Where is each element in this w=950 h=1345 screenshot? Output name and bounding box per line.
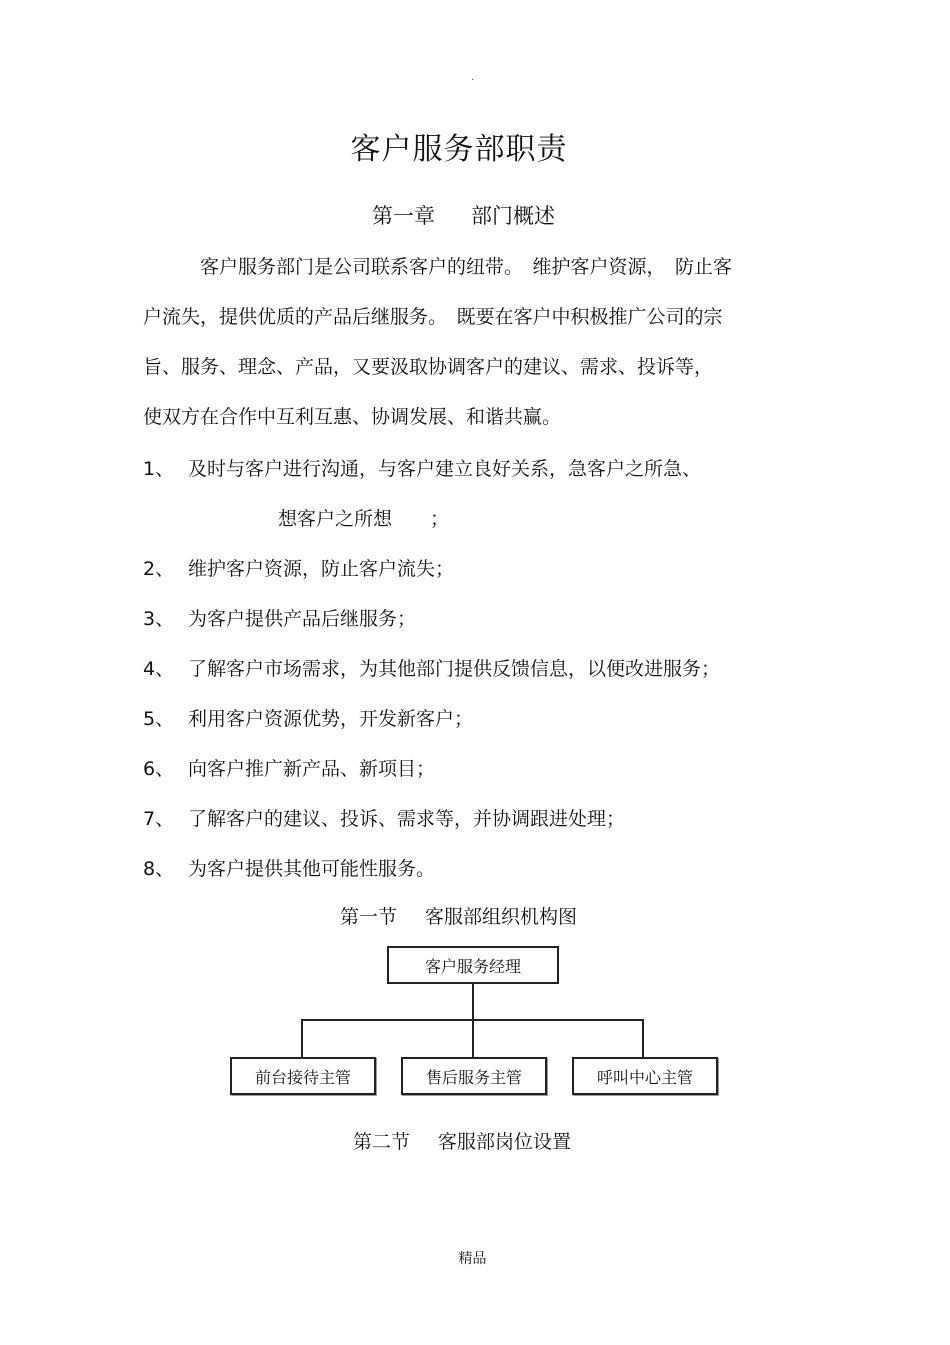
section-heading-1 xyxy=(340,902,577,929)
duty-item-6 xyxy=(143,754,435,784)
duty-number: 6、 xyxy=(143,758,175,780)
duty-text: 向客户推广新产品、新项目； xyxy=(188,758,436,780)
chapter-label: 第一章 xyxy=(372,204,435,228)
intro-line: 旨、服务、理念、产品，又要汲取协调客户的建议、需求、投诉等， xyxy=(143,356,714,378)
org-node-aftersales: 售后服务主管 xyxy=(401,1057,547,1095)
page-footer: 精品 xyxy=(458,1251,487,1267)
section-label: 第二节 xyxy=(353,1131,411,1153)
duty-number: 1、 xyxy=(143,458,175,480)
org-node-reception: 前台接待主管 xyxy=(230,1057,376,1095)
duty-item-5 xyxy=(143,704,473,734)
duty-number: 5、 xyxy=(143,708,175,730)
org-node-callcenter: 呼叫中心主管 xyxy=(572,1057,718,1095)
duty-item-4 xyxy=(143,654,720,684)
intro-line: 使双方在合作中互利互惠、协调发展、和谐共赢。 xyxy=(143,406,562,428)
connector-line xyxy=(472,983,474,1021)
duty-item-8 xyxy=(143,854,435,884)
duty-item-1 xyxy=(143,454,701,484)
duty-item-3 xyxy=(143,604,416,634)
connector-line xyxy=(301,1019,643,1021)
section-name: 客服部组织机构图 xyxy=(425,906,578,928)
duty-number: 2、 xyxy=(143,558,175,580)
duty-number: 8、 xyxy=(143,858,175,880)
section-name: 客服部岗位设置 xyxy=(438,1131,572,1153)
header-dot: . xyxy=(471,72,475,83)
document-title: 客户服务部职责 xyxy=(350,132,568,167)
connector-line xyxy=(301,1019,303,1057)
connector-line xyxy=(642,1019,644,1057)
duty-number: 7、 xyxy=(143,808,175,830)
section-label: 第一节 xyxy=(340,906,398,928)
connector-line xyxy=(472,1019,474,1057)
intro-line: 客户服务部门是公司联系客户的纽带。 维护客户资源， 防止客 xyxy=(143,256,733,278)
duty-item-1-continuation: 想客户之所想 ； xyxy=(278,508,450,530)
intro-paragraph xyxy=(143,242,732,442)
duty-text: 利用客户资源优势，开发新客户； xyxy=(188,708,474,730)
duty-text: 维护客户资源，防止客户流失； xyxy=(188,558,455,580)
duty-text: 为客户提供其他可能性服务。 xyxy=(188,858,436,880)
chapter-heading xyxy=(372,200,555,230)
chapter-name: 部门概述 xyxy=(471,204,555,228)
duty-item-2 xyxy=(143,554,454,584)
duty-text: 为客户提供产品后继服务； xyxy=(188,608,417,630)
intro-line: 户流失，提供优质的产品后继服务。 既要在客户中积极推广公司的宗 xyxy=(143,306,723,328)
duty-item-7 xyxy=(143,804,625,834)
duty-text: 了解客户的建议、投诉、需求等，并协调跟进处理； xyxy=(188,808,626,830)
section-heading-2 xyxy=(353,1127,571,1154)
duty-text: 及时与客户进行沟通，与客户建立良好关系，急客户之所急、 xyxy=(188,458,702,480)
org-node-manager: 客户服务经理 xyxy=(387,946,559,984)
duty-number: 4、 xyxy=(143,658,175,680)
duty-text: 了解客户市场需求，为其他部门提供反馈信息，以便改进服务； xyxy=(188,658,721,680)
duty-number: 3、 xyxy=(143,608,175,630)
